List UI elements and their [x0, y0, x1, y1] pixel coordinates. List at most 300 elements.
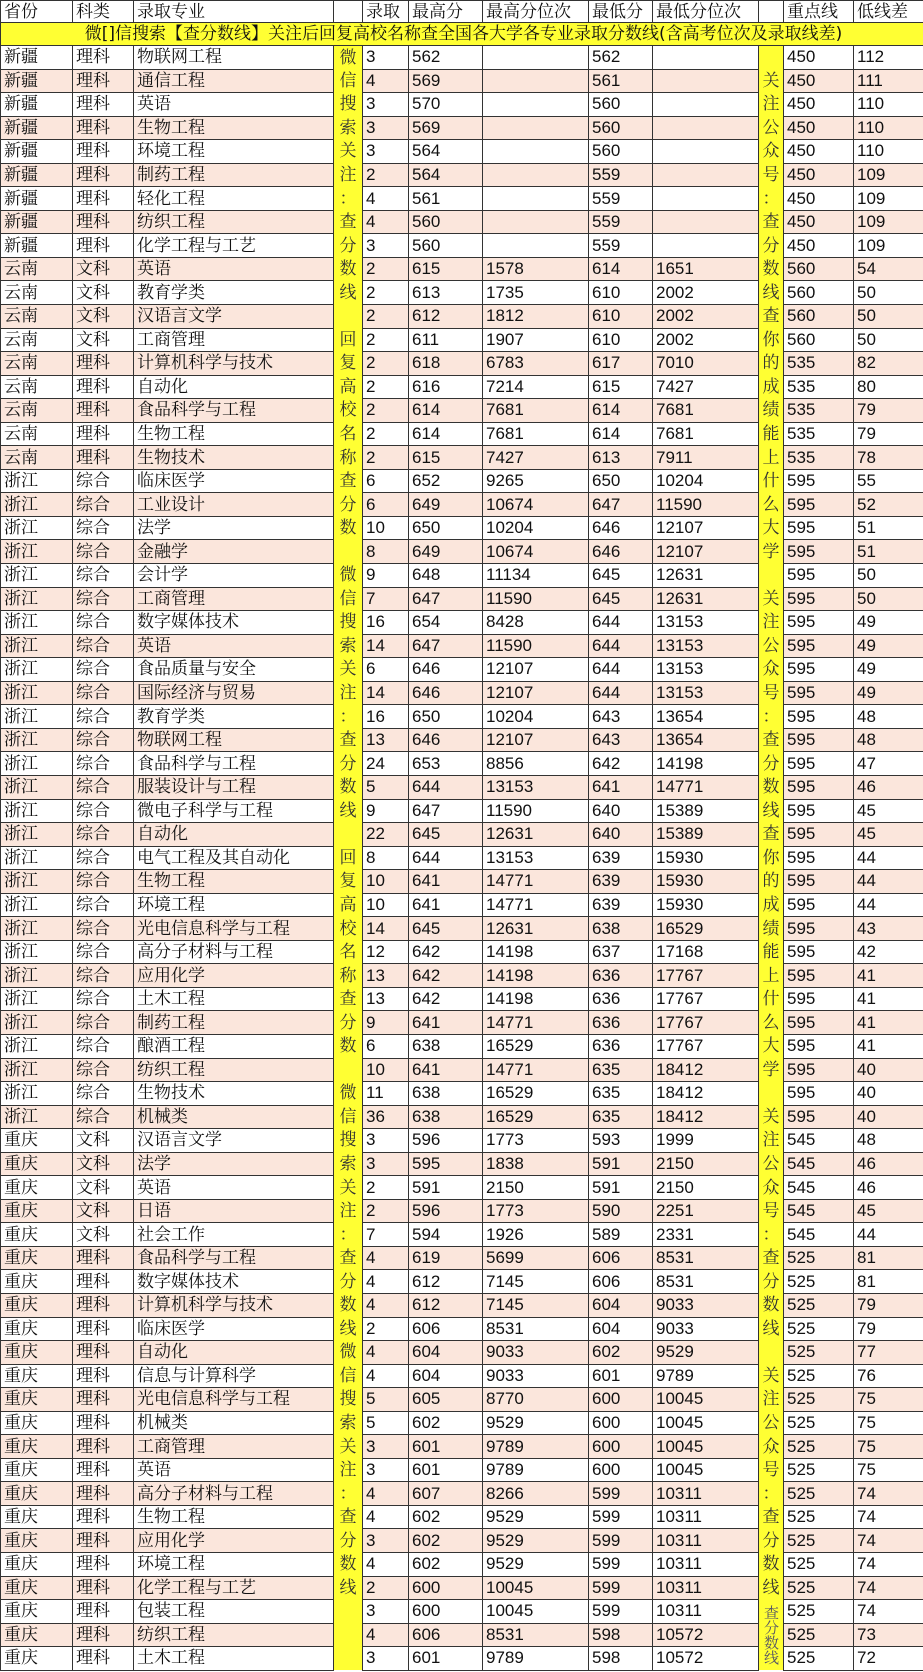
cell-province: 新疆	[1, 46, 73, 70]
cell-major: 自动化	[134, 823, 334, 847]
cell-key-line: 595	[784, 1058, 854, 1082]
cell-max-score: 600	[409, 1576, 483, 1600]
table-row	[1, 1058, 923, 1082]
cell-province: 浙江	[1, 1105, 73, 1129]
cell-min-score: 635	[589, 1082, 653, 1106]
cell-key-line: 595	[784, 964, 854, 988]
cell-admitted: 10	[363, 516, 409, 540]
cell-watermark-right: 能	[759, 940, 784, 964]
cell-watermark-left: 复	[334, 870, 363, 894]
cell-max-rank: 5699	[483, 1246, 589, 1270]
cell-major: 生物技术	[134, 446, 334, 470]
cell-watermark-left: 校	[334, 399, 363, 423]
cell-category: 综合	[73, 681, 134, 705]
table-row	[1, 69, 923, 93]
cell-province: 重庆	[1, 1129, 73, 1153]
cell-min-rank: 15389	[653, 823, 759, 847]
cell-key-line: 535	[784, 446, 854, 470]
cell-line-diff: 46	[854, 775, 923, 799]
cell-key-line: 545	[784, 1223, 854, 1247]
table-row	[1, 46, 923, 70]
cell-key-line: 525	[784, 1505, 854, 1529]
cell-max-score: 644	[409, 775, 483, 799]
cell-max-score: 649	[409, 540, 483, 564]
cell-admitted: 6	[363, 658, 409, 682]
cell-province: 重庆	[1, 1553, 73, 1577]
cell-watermark-right: 数	[759, 1553, 784, 1577]
cell-category: 文科	[73, 1223, 134, 1247]
cell-key-line: 545	[784, 1199, 854, 1223]
cell-major: 制药工程	[134, 163, 334, 187]
cell-province: 浙江	[1, 611, 73, 635]
cell-watermark-left: ：	[334, 187, 363, 211]
cell-max-score: 613	[409, 281, 483, 305]
cell-province: 重庆	[1, 1293, 73, 1317]
table-row	[1, 1458, 923, 1482]
cell-max-rank: 11134	[483, 564, 589, 588]
cell-max-score: 602	[409, 1411, 483, 1435]
cell-key-line: 525	[784, 1553, 854, 1577]
cell-major: 日语	[134, 1199, 334, 1223]
cell-min-score: 614	[589, 399, 653, 423]
cell-admitted: 8	[363, 540, 409, 564]
cell-watermark-right: 的	[759, 352, 784, 376]
cell-min-score: 601	[589, 1364, 653, 1388]
header-min-score: 最低分	[589, 1, 653, 23]
cell-key-line: 525	[784, 1600, 854, 1624]
cell-key-line: 595	[784, 611, 854, 635]
cell-province: 浙江	[1, 1082, 73, 1106]
table-row	[1, 587, 923, 611]
cell-province: 浙江	[1, 846, 73, 870]
cell-min-score: 644	[589, 658, 653, 682]
cell-watermark-right: 分	[759, 1270, 784, 1294]
cell-key-line: 595	[784, 493, 854, 517]
cell-category: 综合	[73, 516, 134, 540]
cell-key-line: 535	[784, 422, 854, 446]
cell-min-rank: 15930	[653, 846, 759, 870]
cell-min-rank: 10045	[653, 1411, 759, 1435]
cell-line-diff: 46	[854, 1152, 923, 1176]
cell-key-line: 595	[784, 728, 854, 752]
cell-max-rank	[483, 69, 589, 93]
cell-max-score: 614	[409, 399, 483, 423]
cell-province: 浙江	[1, 893, 73, 917]
cell-watermark-left: 查	[334, 1505, 363, 1529]
cell-province: 云南	[1, 305, 73, 329]
cell-min-score: 644	[589, 634, 653, 658]
cell-max-rank: 7145	[483, 1270, 589, 1294]
cell-max-score: 647	[409, 634, 483, 658]
cell-major: 生物工程	[134, 1505, 334, 1529]
cell-max-score: 642	[409, 964, 483, 988]
cell-max-score: 594	[409, 1223, 483, 1247]
cell-max-score: 641	[409, 1058, 483, 1082]
cell-admitted: 9	[363, 564, 409, 588]
table-row	[1, 469, 923, 493]
cell-watermark-right: 公	[759, 1411, 784, 1435]
cell-min-rank: 1999	[653, 1129, 759, 1153]
cell-max-score: 646	[409, 681, 483, 705]
cell-admitted: 8	[363, 846, 409, 870]
cell-watermark-right: 线	[759, 281, 784, 305]
cell-min-rank: 10045	[653, 1435, 759, 1459]
cell-watermark-left: 索	[334, 1152, 363, 1176]
cell-admitted: 9	[363, 1011, 409, 1035]
cell-major: 制药工程	[134, 1011, 334, 1035]
cell-major: 环境工程	[134, 1553, 334, 1577]
cell-admitted: 10	[363, 893, 409, 917]
cell-key-line: 525	[784, 1388, 854, 1412]
cell-line-diff: 74	[854, 1576, 923, 1600]
cell-province: 浙江	[1, 870, 73, 894]
cell-max-rank	[483, 93, 589, 117]
cell-min-score: 636	[589, 1034, 653, 1058]
cell-line-diff: 109	[854, 234, 923, 258]
cell-key-line: 525	[784, 1246, 854, 1270]
cell-category: 综合	[73, 728, 134, 752]
cell-watermark-left: 注	[334, 681, 363, 705]
cell-watermark-left: ：	[334, 1482, 363, 1506]
cell-watermark-left: 数	[334, 775, 363, 799]
cell-min-score: 598	[589, 1647, 653, 1671]
cell-line-diff: 74	[854, 1505, 923, 1529]
cell-admitted: 14	[363, 634, 409, 658]
cell-max-rank: 11590	[483, 587, 589, 611]
cell-key-line: 450	[784, 210, 854, 234]
table-row	[1, 1435, 923, 1459]
cell-key-line: 595	[784, 516, 854, 540]
cell-province: 重庆	[1, 1317, 73, 1341]
cell-watermark-right: 你	[759, 846, 784, 870]
cell-max-score: 641	[409, 893, 483, 917]
cell-watermark-right: 成	[759, 893, 784, 917]
cell-category: 理科	[73, 187, 134, 211]
cell-admitted: 4	[363, 1364, 409, 1388]
cell-category: 综合	[73, 540, 134, 564]
cell-key-line: 545	[784, 1152, 854, 1176]
table-row	[1, 846, 923, 870]
cell-category: 理科	[73, 1246, 134, 1270]
cell-key-line: 525	[784, 1623, 854, 1647]
cell-watermark-left: 关	[334, 1176, 363, 1200]
cell-category: 文科	[73, 1176, 134, 1200]
cell-major: 机械类	[134, 1105, 334, 1129]
cell-max-score: 606	[409, 1317, 483, 1341]
cell-admitted: 3	[363, 46, 409, 70]
cell-province: 新疆	[1, 187, 73, 211]
cell-min-score: 559	[589, 210, 653, 234]
cell-max-rank: 6783	[483, 352, 589, 376]
cell-major: 食品科学与工程	[134, 752, 334, 776]
cell-category: 理科	[73, 1458, 134, 1482]
cell-line-diff: 79	[854, 1293, 923, 1317]
cell-line-diff: 75	[854, 1411, 923, 1435]
cell-watermark-left: 分	[334, 1529, 363, 1553]
cell-category: 综合	[73, 964, 134, 988]
cell-admitted: 4	[363, 1505, 409, 1529]
cell-min-score: 650	[589, 469, 653, 493]
cell-key-line: 595	[784, 1011, 854, 1035]
cell-min-score: 636	[589, 987, 653, 1011]
cell-watermark-right: 线	[759, 1576, 784, 1600]
table-row	[1, 540, 923, 564]
cell-watermark-left: 高	[334, 375, 363, 399]
cell-line-diff: 48	[854, 1129, 923, 1153]
cell-max-rank: 10045	[483, 1576, 589, 1600]
cell-line-diff: 40	[854, 1058, 923, 1082]
cell-max-score: 595	[409, 1152, 483, 1176]
cell-min-score: 599	[589, 1505, 653, 1529]
cell-watermark-left: 高	[334, 893, 363, 917]
cell-watermark-right: 关	[759, 69, 784, 93]
cell-max-rank: 7681	[483, 422, 589, 446]
cell-watermark-right: 数	[759, 775, 784, 799]
cell-max-rank: 1578	[483, 257, 589, 281]
cell-category: 理科	[73, 1270, 134, 1294]
table-row	[1, 422, 923, 446]
cell-max-rank: 14771	[483, 1011, 589, 1035]
cell-min-rank: 2331	[653, 1223, 759, 1247]
cell-watermark-left: 信	[334, 587, 363, 611]
cell-line-diff: 76	[854, 1364, 923, 1388]
cell-max-rank: 14198	[483, 987, 589, 1011]
cell-line-diff: 44	[854, 846, 923, 870]
cell-watermark-right: 关	[759, 587, 784, 611]
cell-major: 土木工程	[134, 987, 334, 1011]
cell-key-line: 595	[784, 870, 854, 894]
table-row	[1, 281, 923, 305]
cell-category: 综合	[73, 1082, 134, 1106]
cell-admitted: 5	[363, 775, 409, 799]
cell-watermark-right: 上	[759, 964, 784, 988]
cell-province: 重庆	[1, 1529, 73, 1553]
cell-line-diff: 109	[854, 163, 923, 187]
table-row	[1, 1529, 923, 1553]
cell-admitted: 2	[363, 446, 409, 470]
cell-watermark-right: 能	[759, 422, 784, 446]
cell-min-rank: 13153	[653, 611, 759, 635]
cell-category: 综合	[73, 940, 134, 964]
cell-major: 高分子材料与工程	[134, 1482, 334, 1506]
cell-max-score: 618	[409, 352, 483, 376]
cell-province: 重庆	[1, 1152, 73, 1176]
cell-line-diff: 82	[854, 352, 923, 376]
cell-province: 浙江	[1, 728, 73, 752]
table-row	[1, 964, 923, 988]
cell-admitted: 4	[363, 1553, 409, 1577]
cell-province: 重庆	[1, 1647, 73, 1671]
cell-line-diff: 49	[854, 611, 923, 635]
cell-min-score: 639	[589, 893, 653, 917]
cell-key-line: 535	[784, 399, 854, 423]
cell-max-score: 619	[409, 1246, 483, 1270]
cell-major: 英语	[134, 1458, 334, 1482]
cell-province: 云南	[1, 352, 73, 376]
cell-max-rank: 1773	[483, 1129, 589, 1153]
table-row	[1, 752, 923, 776]
cell-max-rank: 2150	[483, 1176, 589, 1200]
cell-province: 浙江	[1, 940, 73, 964]
cell-watermark-right: ：	[759, 705, 784, 729]
cell-min-rank: 10311	[653, 1553, 759, 1577]
cell-category: 综合	[73, 846, 134, 870]
cell-watermark-right: 绩	[759, 917, 784, 941]
cell-key-line: 525	[784, 1411, 854, 1435]
cell-province: 浙江	[1, 964, 73, 988]
cell-major: 食品质量与安全	[134, 658, 334, 682]
cell-min-score: 645	[589, 587, 653, 611]
cell-min-score: 615	[589, 375, 653, 399]
cell-province: 重庆	[1, 1270, 73, 1294]
cell-min-score: 559	[589, 234, 653, 258]
cell-watermark-right: 查	[759, 1505, 784, 1529]
cell-max-rank: 8531	[483, 1623, 589, 1647]
cell-watermark-left: 数	[334, 257, 363, 281]
cell-watermark-left: ：	[334, 1223, 363, 1247]
cell-watermark-right: 查	[759, 210, 784, 234]
cell-watermark-right: 绩	[759, 399, 784, 423]
cell-max-rank	[483, 187, 589, 211]
cell-watermark-right: 什	[759, 469, 784, 493]
cell-max-rank: 9033	[483, 1364, 589, 1388]
cell-min-rank: 10045	[653, 1458, 759, 1482]
cell-province: 重庆	[1, 1364, 73, 1388]
cell-min-score: 639	[589, 846, 653, 870]
cell-watermark-left: 数	[334, 1553, 363, 1577]
cell-admitted: 16	[363, 705, 409, 729]
cell-admitted: 10	[363, 870, 409, 894]
cell-province: 云南	[1, 375, 73, 399]
cell-admitted: 16	[363, 611, 409, 635]
table-row	[1, 234, 923, 258]
cell-major: 电气工程及其自动化	[134, 846, 334, 870]
cell-province: 新疆	[1, 234, 73, 258]
cell-key-line: 560	[784, 281, 854, 305]
cell-admitted: 3	[363, 1435, 409, 1459]
cell-min-rank: 15930	[653, 870, 759, 894]
cell-major: 信息与计算科学	[134, 1364, 334, 1388]
cell-max-rank: 16529	[483, 1105, 589, 1129]
cell-key-line: 525	[784, 1317, 854, 1341]
cell-admitted: 3	[363, 234, 409, 258]
cell-watermark-right: 注	[759, 611, 784, 635]
header-key-line: 重点线	[784, 1, 854, 23]
cell-category: 理科	[73, 1411, 134, 1435]
cell-min-score: 599	[589, 1553, 653, 1577]
cell-watermark-left: 微	[334, 564, 363, 588]
cell-max-score: 612	[409, 305, 483, 329]
table-row	[1, 1011, 923, 1035]
cell-line-diff: 110	[854, 140, 923, 164]
cell-category: 综合	[73, 469, 134, 493]
cell-min-rank: 15930	[653, 893, 759, 917]
cell-watermark-right: 大	[759, 1034, 784, 1058]
cell-key-line: 525	[784, 1576, 854, 1600]
header-max-rank: 最高分位次	[483, 1, 589, 23]
cell-major: 应用化学	[134, 1529, 334, 1553]
cell-major: 生物工程	[134, 422, 334, 446]
cell-watermark-left: 索	[334, 1411, 363, 1435]
cell-min-score: 589	[589, 1223, 653, 1247]
cell-max-rank: 9265	[483, 469, 589, 493]
table-row	[1, 1082, 923, 1106]
cell-min-rank	[653, 46, 759, 70]
cell-min-score: 591	[589, 1176, 653, 1200]
cell-admitted: 2	[363, 1176, 409, 1200]
cell-max-rank: 12107	[483, 681, 589, 705]
cell-watermark-right: 么	[759, 493, 784, 517]
table-row	[1, 1600, 923, 1624]
cell-max-score: 602	[409, 1529, 483, 1553]
cell-admitted: 4	[363, 1293, 409, 1317]
cell-major: 化学工程与工艺	[134, 1576, 334, 1600]
cell-category: 综合	[73, 705, 134, 729]
cell-major: 环境工程	[134, 893, 334, 917]
header-line-diff: 低线差	[854, 1, 923, 23]
cell-province: 云南	[1, 446, 73, 470]
cell-watermark-left: 称	[334, 964, 363, 988]
cell-watermark-right	[759, 1082, 784, 1106]
cell-watermark-right: 关	[759, 1364, 784, 1388]
table-row	[1, 1105, 923, 1129]
cell-max-rank: 8428	[483, 611, 589, 635]
cell-max-rank	[483, 140, 589, 164]
cell-max-score: 560	[409, 210, 483, 234]
cell-min-score: 599	[589, 1600, 653, 1624]
table-row	[1, 1505, 923, 1529]
cell-major: 教育学类	[134, 281, 334, 305]
cell-watermark-left: 校	[334, 917, 363, 941]
cell-major: 英语	[134, 93, 334, 117]
cell-max-rank: 9529	[483, 1553, 589, 1577]
cell-watermark-right: ：	[759, 187, 784, 211]
cell-min-rank: 2251	[653, 1199, 759, 1223]
cell-min-score: 593	[589, 1129, 653, 1153]
cell-max-score: 644	[409, 846, 483, 870]
cell-min-rank: 13153	[653, 681, 759, 705]
table-row	[1, 257, 923, 281]
cell-category: 综合	[73, 1058, 134, 1082]
cell-category: 文科	[73, 281, 134, 305]
cell-watermark-left: 查	[334, 728, 363, 752]
cell-max-score: 652	[409, 469, 483, 493]
cell-category: 理科	[73, 116, 134, 140]
cell-category: 理科	[73, 422, 134, 446]
cell-min-score: 590	[589, 1199, 653, 1223]
cell-category: 理科	[73, 46, 134, 70]
cell-line-diff: 41	[854, 964, 923, 988]
cell-max-rank	[483, 234, 589, 258]
cell-category: 综合	[73, 752, 134, 776]
cell-major: 计算机科学与技术	[134, 1293, 334, 1317]
cell-key-line: 525	[784, 1270, 854, 1294]
cell-watermark-left: 微	[334, 1341, 363, 1365]
cell-key-line: 595	[784, 1082, 854, 1106]
cell-watermark-right: 查	[759, 1246, 784, 1270]
cell-category: 综合	[73, 775, 134, 799]
cell-max-rank	[483, 210, 589, 234]
cell-max-score: 602	[409, 1505, 483, 1529]
cell-key-line: 595	[784, 775, 854, 799]
table-row	[1, 210, 923, 234]
cell-watermark-right: 线	[759, 799, 784, 823]
cell-max-rank: 1907	[483, 328, 589, 352]
cell-major: 英语	[134, 257, 334, 281]
cell-max-rank: 1926	[483, 1223, 589, 1247]
cell-max-score: 604	[409, 1364, 483, 1388]
cell-max-score: 616	[409, 375, 483, 399]
